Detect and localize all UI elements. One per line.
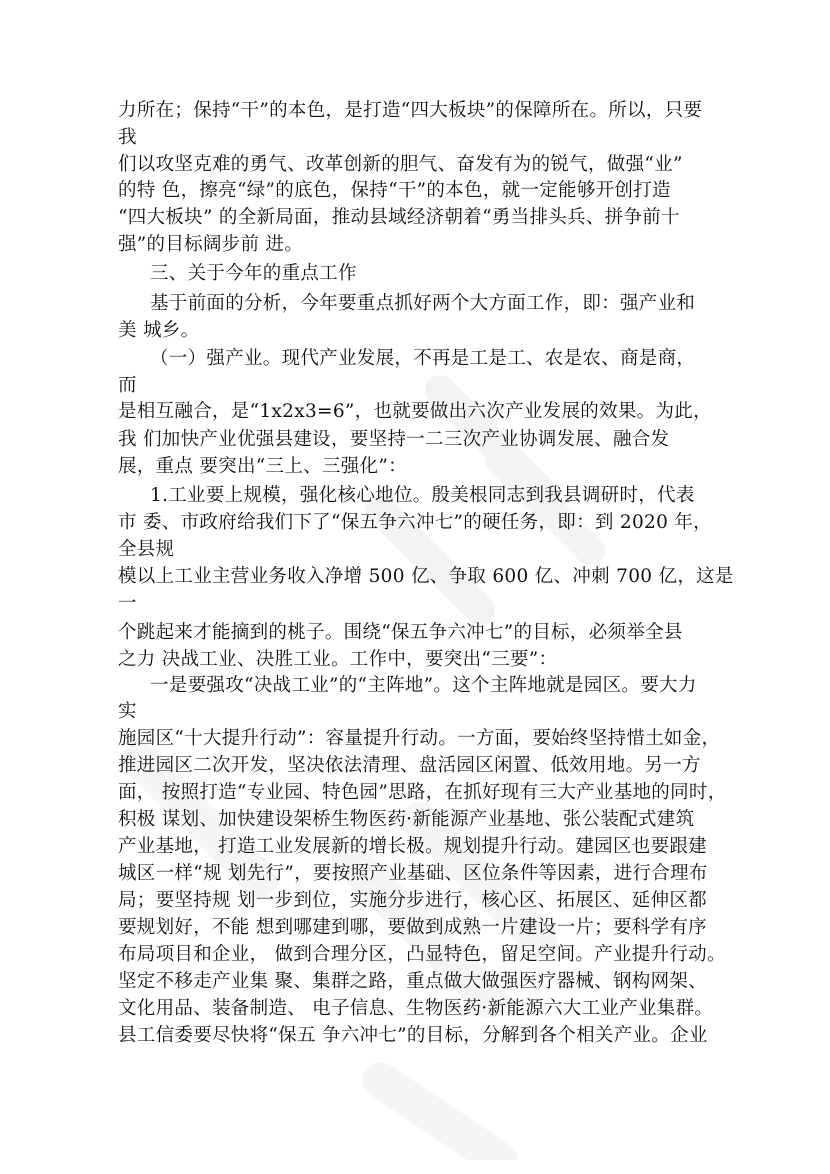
text-line: 我 们加快产业优强县建设，要坚持一二三次产业协调发展、融合发 [118, 429, 670, 450]
subsection-heading: （一）强产业。现代产业发展，不再是工是工、农是农、商是商， [150, 348, 696, 369]
text-line: 一 [118, 593, 137, 614]
text-line: 坚定不移走产业集 聚、集群之路，重点做大做强医疗器械、钢构网架、 [118, 971, 707, 992]
text-line: 基于前面的分析，今年要重点抓好两个大方面工作，即：强产业和 [150, 293, 696, 314]
section-heading: 三、关于今年的重点工作 [150, 263, 357, 284]
text-line: 面， 按照打造“专业园、特色园”思路，在抓好现有三大产业基地的同时， [118, 782, 727, 803]
text-line: 实 [118, 701, 137, 722]
text-line: 1.工业要上规模，强化核心地位。殷美根同志到我县调研时，代表 [150, 485, 695, 506]
text-line: 个跳起来才能摘到的桃子。围绕“保五争六冲七”的目标，必须举全县 [118, 622, 683, 643]
text-line: 之力 决战工业、决胜工业。工作中，要突出“三要”： [118, 649, 558, 670]
text-line: 产业基地， 打造工业发展新的增长极。规划提升行动。建园区也要跟建 [118, 836, 707, 857]
text-line: 是相互融合，是“1x2x3=6”，也就要做出六次产业发展的效果。为此， [118, 401, 712, 422]
text-line: 文化用品、装备制造、 电子信息、生物医药·新能源六大工业产业集群。 [118, 998, 714, 1019]
text-line: 要规划好，不能 想到哪建到哪，要做到成熟一片建设一片；要科学有序 [118, 917, 707, 938]
text-line: 们以攻坚克难的勇气、改革创新的胆气、奋发有为的锐气，做强“业” [118, 154, 683, 175]
text-line: 县工信委要尽快将“保五 争六冲七”的目标，分解到各个相关产业。企业 [118, 1025, 708, 1046]
text-line: 布局项目和企业， 做到合理分区，凸显特色，留足空间。产业提升行动。 [118, 944, 726, 965]
text-line: 而 [118, 375, 137, 396]
text-line: 展，重点 要突出“三上、三强化”： [118, 456, 407, 477]
text-line: 的特 色，擦亮“绿”的底色，保持“干”的本色，就一定能够开创打造 [118, 180, 671, 201]
text-line: 强”的目标阔步前 进。 [118, 234, 304, 255]
text-line: 美 城乡。 [118, 320, 200, 341]
text-line: 推进园区二次开发，坚决依法清理、盘活园区闲置、低效用地。另一方 [118, 755, 701, 776]
text-line: 局；要坚持规 划一步到位，实施分步进行，核心区、拓展区、延伸区都 [118, 890, 707, 911]
text-line: 我 [118, 127, 137, 148]
text-line: 市 委、市政府给我们下了“保五争六冲七”的硬任务，即：到 2020 年， [118, 512, 712, 533]
text-line: 全县规 [118, 539, 175, 560]
text-line: “四大板块” 的全新局面，推动县域经济朝着“勇当排头兵、拼争前十 [118, 207, 680, 228]
text-line: 施园区“十大提升行动”：容量提升行动。一方面，要始终坚持惜土如金， [118, 728, 721, 749]
text-line: 力所在；保持“干”的本色，是打造“四大板块”的保障所在。所以，只要 [118, 100, 703, 121]
text-line: 一是要强攻“决战工业”的“主阵地”。这个主阵地就是园区。要大力 [150, 675, 697, 696]
text-line: 城区一样“规 划先行”，要按照产业基础、区位条件等因素，进行合理布 [118, 863, 708, 884]
text-line: 积极 谋划、加快建设架桥生物医药·新能源产业基地、张公装配式建筑 [118, 809, 695, 830]
text-line: 模以上工业主营业务收入净增 500 亿、争取 600 亿、冲刺 700 亿，这是 [118, 566, 734, 587]
